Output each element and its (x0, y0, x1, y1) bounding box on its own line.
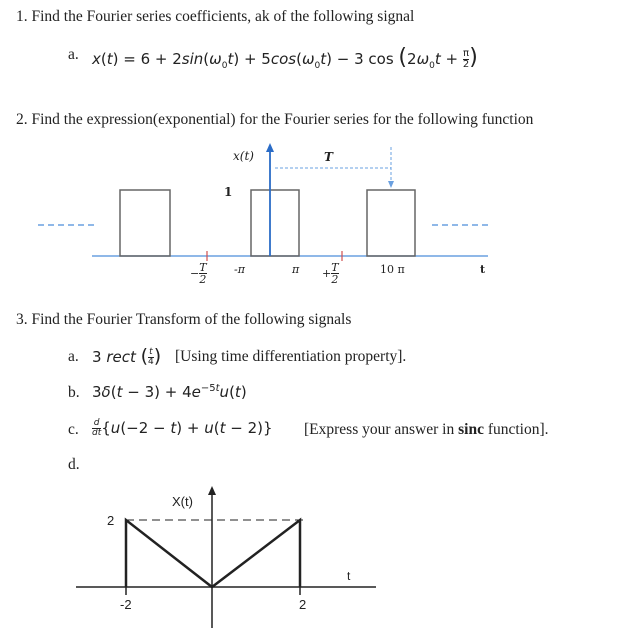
question-3-text: 3. Find the Fourier Transform of the following signals (16, 311, 352, 328)
question-3a-note: [Using time differentiation property]. (175, 348, 407, 365)
q2-period-label: T (324, 150, 333, 164)
q2-tick-label-10pi: 10 π (380, 263, 405, 276)
q2-tick-label-neg-pi: -π (234, 263, 245, 276)
question-3a-expression: 3 rect ( $\frac{t}{4}$ ) (92, 345, 162, 367)
question-1a-expression: $x(t) = 6 + 2\sin(\omega_0t) + 5\cos(\omega_0t) - 3$ $\cos (2\omega_0t$ + $\frac{\pi}{2}$ ) (92, 45, 478, 71)
q2-y-label: x(t) (233, 149, 254, 163)
q3d-x-tick-pos2: 2 (299, 597, 307, 612)
q3d-axis-t-label: t (347, 569, 351, 583)
q2-amplitude-label: 1 (224, 185, 233, 199)
q3d-x-tick-neg2: -2 (120, 597, 132, 612)
question-3d-label: d. (68, 456, 80, 473)
question-1-text: 1. Find the Fourier series coefficients, ak of the following signal (16, 8, 415, 25)
question-3c-expression: $\frac{d}{dt}$ {u(−2 − t) + u(t − 2)} (92, 418, 273, 438)
q3d-y-label: X(t) (172, 494, 193, 509)
q2-tick-label-neg-half-T: − $\frac{T}{2}$ (190, 261, 207, 286)
q3d-signal (126, 520, 300, 587)
q2-tick-label-pos-half-T: + $\frac{T}{2}$ (322, 261, 339, 286)
question-1a-label: a. (68, 46, 79, 63)
question-3c-label: c. (68, 421, 79, 438)
question-3b-label: b. (68, 384, 80, 401)
q3d-y-tick-2: 2 (107, 513, 115, 528)
q3d-y-axis-arrow (208, 486, 216, 495)
question-3c-note: [Express your answer in sinc function]. (304, 421, 549, 438)
q2-axis-t-label: t (480, 263, 486, 276)
q2-tick-label-pi: π (292, 263, 300, 276)
question-3a-label: a. (68, 348, 79, 365)
question-3b-expression: $3\delta(t - 3) + 4e^{-5t}u(t)$ (92, 383, 247, 401)
question-2-text: 2. Find the expression(exponential) for the Fourier series for the following function (16, 111, 534, 128)
